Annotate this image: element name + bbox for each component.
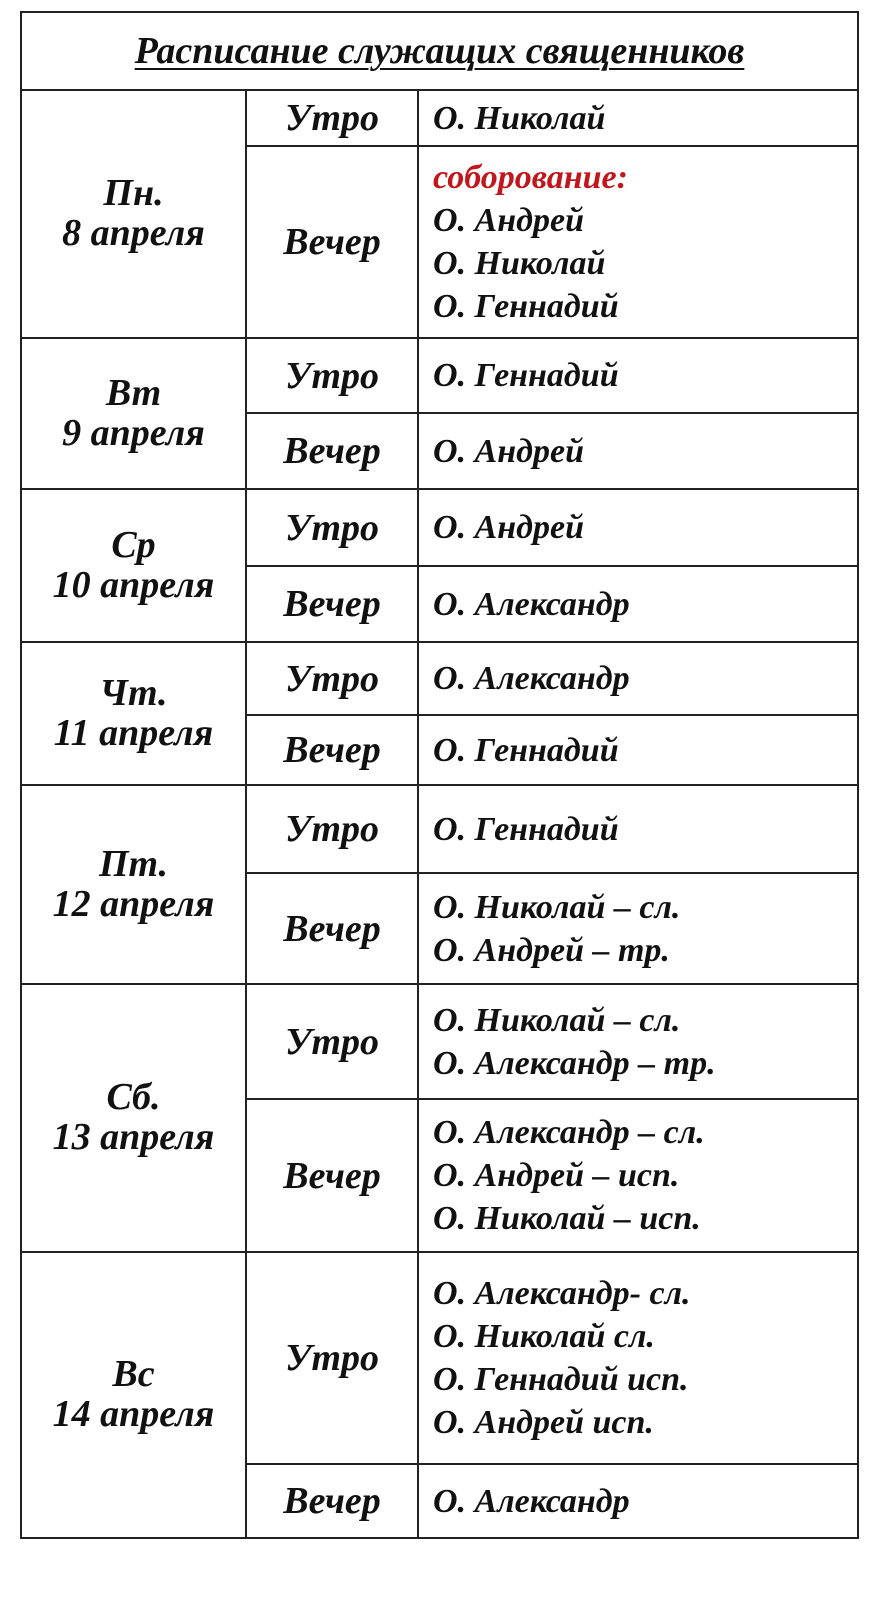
day-cell bbox=[21, 489, 246, 642]
schedule-row bbox=[21, 338, 858, 413]
day-cell bbox=[21, 642, 246, 785]
priests-cell bbox=[418, 785, 858, 873]
priest-name: О. Николай bbox=[433, 245, 606, 282]
title-row bbox=[21, 12, 858, 90]
schedule-table bbox=[20, 11, 859, 1539]
day-date: 9 апреля bbox=[62, 411, 205, 454]
priests-cell bbox=[418, 873, 858, 984]
time-of-day: Утро bbox=[246, 90, 418, 146]
priests-cell bbox=[418, 642, 858, 715]
day-date: 13 апреля bbox=[52, 1116, 215, 1158]
title-cell bbox=[21, 12, 858, 90]
day-name: Вт bbox=[105, 371, 162, 414]
priest-name: О. Александр – сл. bbox=[433, 1114, 705, 1151]
schedule-row bbox=[21, 1252, 858, 1464]
time-of-day: Утро bbox=[246, 1252, 418, 1464]
time-of-day: Вечер bbox=[246, 566, 418, 642]
priest-name: О. Николай – сл. bbox=[433, 1001, 681, 1039]
priest-name: О. Геннадий исп. bbox=[433, 1361, 689, 1398]
priest-name: О. Геннадий bbox=[433, 810, 619, 848]
priest-name: О. Геннадий bbox=[433, 357, 619, 394]
time-of-day: Вечер bbox=[246, 873, 418, 984]
schedule-row bbox=[21, 984, 858, 1099]
schedule-row bbox=[21, 90, 858, 146]
priest-name: О. Андрей исп. bbox=[433, 1404, 654, 1441]
day-cell bbox=[21, 338, 246, 489]
priests-cell bbox=[418, 1099, 858, 1252]
time-of-day: Утро bbox=[246, 984, 418, 1099]
time-of-day: Вечер bbox=[246, 413, 418, 489]
priest-name: О. Андрей – тр. bbox=[433, 931, 670, 969]
day-name: Сб. bbox=[106, 1076, 161, 1119]
priest-name: О. Андрей – исп. bbox=[433, 1157, 680, 1194]
priests-cell bbox=[418, 715, 858, 785]
priest-name: О. Александр bbox=[433, 585, 630, 623]
time-of-day: Утро bbox=[246, 785, 418, 873]
day-cell bbox=[21, 984, 246, 1252]
schedule-sheet bbox=[20, 11, 857, 1539]
time-of-day: Утро bbox=[246, 338, 418, 413]
day-name: Чт. bbox=[99, 671, 168, 714]
priests-cell bbox=[418, 338, 858, 413]
time-of-day: Вечер bbox=[246, 146, 418, 338]
priest-name: О. Александр – тр. bbox=[433, 1044, 716, 1082]
priest-name: О. Андрей bbox=[433, 432, 584, 470]
day-name: Пт. bbox=[98, 842, 169, 885]
priest-name: О. Александр- сл. bbox=[433, 1275, 691, 1312]
day-date: 8 апреля bbox=[62, 212, 205, 254]
service-note: соборование: bbox=[433, 159, 628, 196]
priest-name: О. Андрей bbox=[433, 202, 584, 239]
day-date: 11 апреля bbox=[53, 711, 214, 754]
priests-cell bbox=[418, 146, 858, 338]
priests-cell bbox=[418, 984, 858, 1099]
time-of-day: Утро bbox=[246, 489, 418, 566]
schedule-title: Расписание служащих священников bbox=[134, 30, 745, 72]
priests-cell bbox=[418, 1252, 858, 1464]
schedule-row bbox=[21, 642, 858, 715]
day-cell bbox=[21, 785, 246, 984]
priest-name: О. Николай – сл. bbox=[433, 888, 681, 926]
day-name: Вс bbox=[112, 1353, 155, 1396]
day-name: Пн. bbox=[103, 172, 164, 215]
priest-name: О. Александр bbox=[433, 1482, 630, 1520]
day-date: 10 апреля bbox=[52, 563, 215, 606]
time-of-day: Вечер bbox=[246, 1464, 418, 1538]
day-date: 14 апреля bbox=[52, 1393, 215, 1435]
day-cell bbox=[21, 90, 246, 338]
day-cell bbox=[21, 1252, 246, 1538]
priest-name: О. Геннадий bbox=[433, 288, 619, 325]
day-date: 12 апреля bbox=[52, 882, 215, 925]
priest-name: О. Александр bbox=[433, 660, 630, 697]
priest-name: О. Геннадий bbox=[433, 731, 619, 769]
priests-cell bbox=[418, 489, 858, 566]
priest-name: О. Николай – исп. bbox=[433, 1200, 701, 1237]
priests-cell bbox=[418, 1464, 858, 1538]
priest-name: О. Николай bbox=[433, 99, 606, 137]
priests-cell bbox=[418, 566, 858, 642]
schedule-row bbox=[21, 489, 858, 566]
time-of-day: Вечер bbox=[246, 715, 418, 785]
priests-cell bbox=[418, 90, 858, 146]
time-of-day: Вечер bbox=[246, 1099, 418, 1252]
priest-name: О. Николай сл. bbox=[433, 1318, 655, 1355]
priests-cell bbox=[418, 413, 858, 489]
time-of-day: Утро bbox=[246, 642, 418, 715]
priest-name: О. Андрей bbox=[433, 509, 584, 546]
day-name: Ср bbox=[111, 523, 156, 566]
schedule-row bbox=[21, 785, 858, 873]
